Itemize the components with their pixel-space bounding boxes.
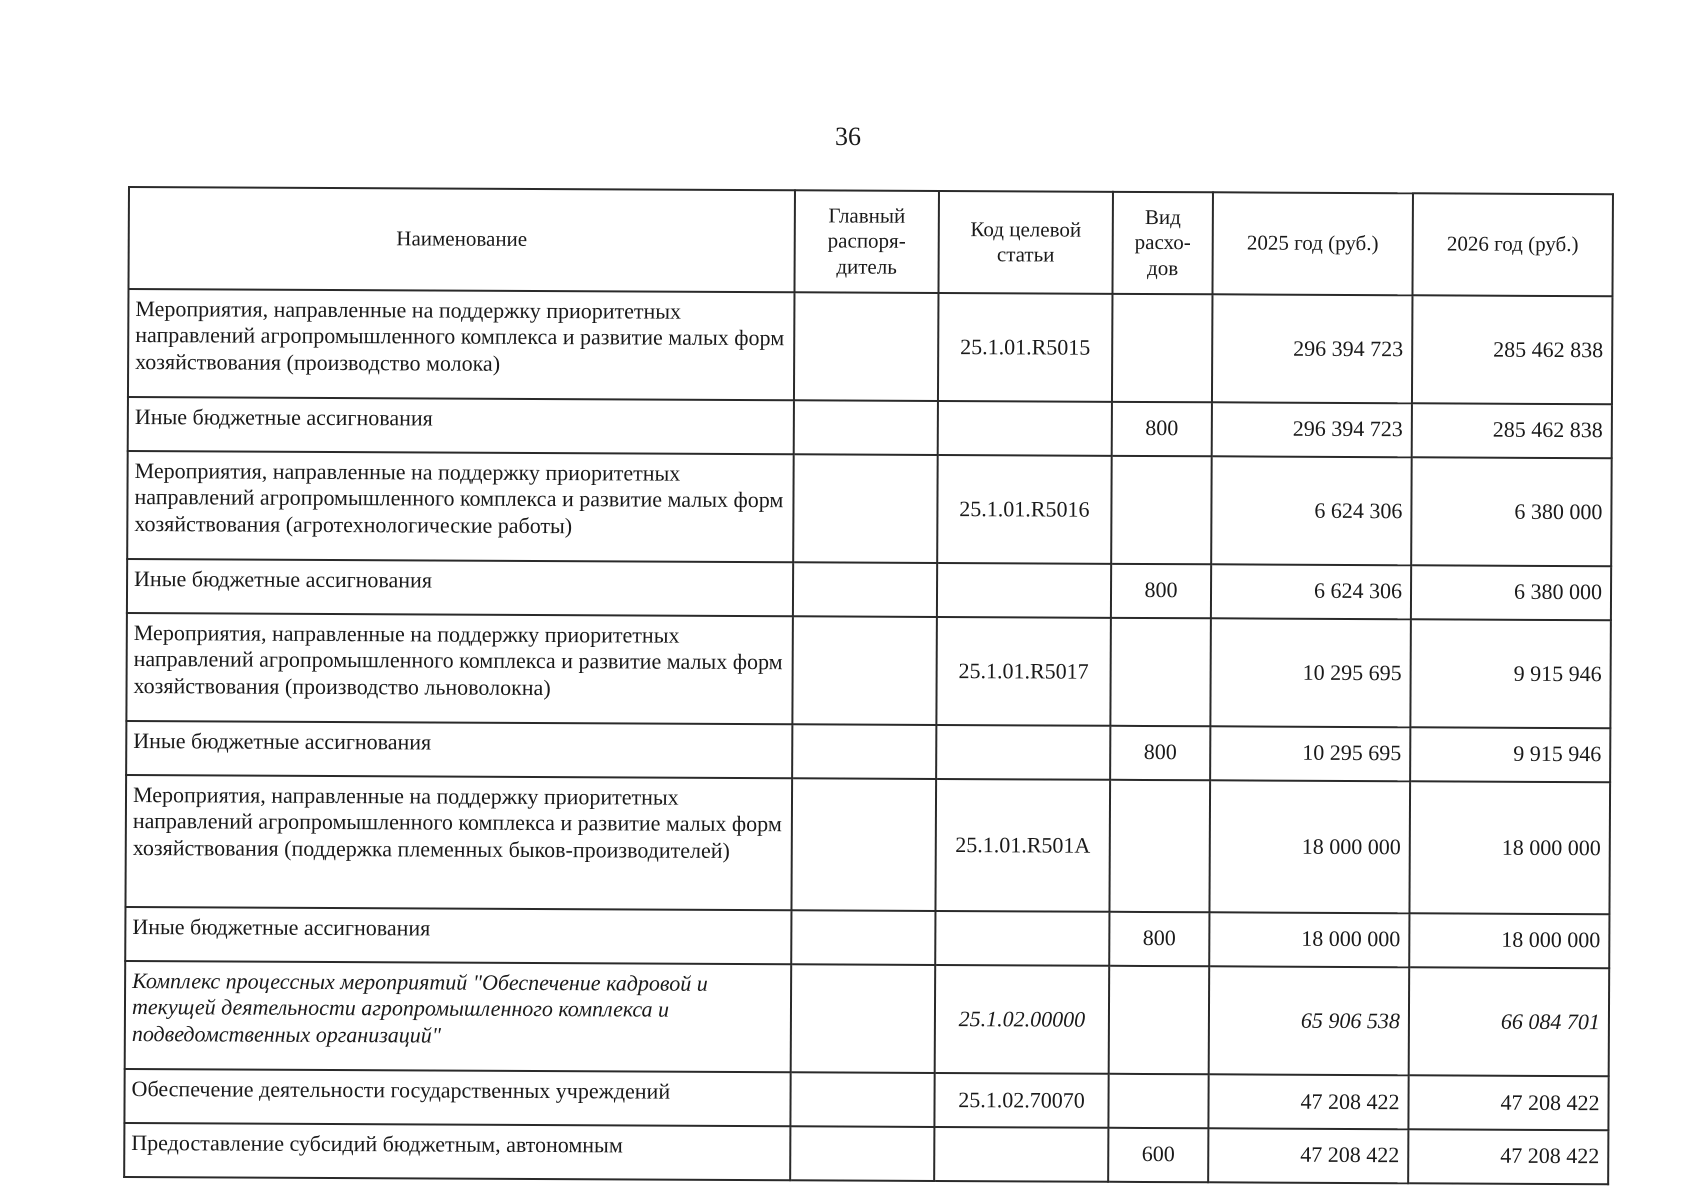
row-target-code: 25.1.01.R501A: [935, 779, 1110, 912]
row-amount-2026: 6 380 000: [1411, 565, 1611, 620]
header-year-2025: 2025 год (руб.): [1212, 192, 1412, 295]
row-name: Иные бюджетные ассигнования: [127, 559, 793, 616]
row-amount-2026: 47 208 422: [1408, 1129, 1608, 1184]
row-expense-type: 600: [1108, 1128, 1208, 1182]
row-name: Мероприятия, направленные на поддержку приоритетных направлений агропромышленного комплекса и развитие малых форм хозяйствования (производство льноволокна): [126, 613, 793, 724]
header-row: [128, 187, 1612, 296]
row-manager: [793, 454, 938, 563]
row-expense-type: 800: [1110, 726, 1210, 780]
row-target-code: [934, 1127, 1108, 1182]
row-manager: [792, 724, 936, 779]
row-expense-type: 800: [1111, 564, 1211, 618]
row-amount-2025: 65 906 538: [1209, 966, 1410, 1075]
row-manager: [794, 400, 938, 455]
row-amount-2026: 18 000 000: [1409, 781, 1610, 914]
row-amount-2025: 18 000 000: [1209, 780, 1410, 913]
page-number: 36: [835, 122, 861, 151]
row-name: Иные бюджетные ассигнования: [126, 721, 792, 778]
row-manager: [793, 562, 937, 617]
header-manager: Главный распоря-дитель: [794, 190, 938, 293]
row-amount-2026: 47 208 422: [1408, 1075, 1608, 1130]
row-target-code: [936, 725, 1110, 780]
row-target-code: 25.1.01.R5016: [937, 455, 1112, 564]
row-manager: [791, 964, 936, 1073]
row-name: Иные бюджетные ассигнования: [125, 907, 791, 964]
table-row: [128, 289, 1613, 404]
row-target-code: 25.1.02.00000: [935, 965, 1110, 1074]
row-amount-2026: 285 462 838: [1412, 295, 1613, 404]
row-target-code: 25.1.02.70070: [934, 1073, 1108, 1128]
row-name: Мероприятия, направленные на поддержку приоритетных направлений агропромышленного комплекса и развитие малых форм хозяйствования (производство молока): [128, 289, 795, 400]
row-amount-2025: 47 208 422: [1208, 1128, 1408, 1183]
table-row: [127, 451, 1612, 566]
row-manager: [791, 778, 936, 911]
row-amount-2026: 285 462 838: [1412, 403, 1612, 458]
header-year-2026: 2026 год (руб.): [1412, 193, 1612, 296]
row-amount-2025: 296 394 723: [1212, 294, 1413, 403]
row-manager: [790, 1126, 934, 1181]
row-amount-2026: 9 915 946: [1410, 727, 1610, 782]
row-amount-2025: 10 295 695: [1210, 618, 1411, 727]
row-name: Комплекс процессных мероприятий "Обеспечение кадровой и текущей деятельности агропромышленного комплекса и подведомственных организаций": [125, 961, 792, 1072]
table-row: [124, 1069, 1608, 1130]
row-amount-2025: 296 394 723: [1212, 402, 1412, 457]
table-row: [125, 907, 1609, 968]
table-row: [126, 613, 1611, 728]
table-row: [125, 961, 1610, 1076]
row-target-code: 25.1.01.R5015: [938, 293, 1113, 402]
row-manager: [790, 1072, 934, 1127]
row-name: Иные бюджетные ассигнования: [128, 397, 794, 454]
row-amount-2025: 47 208 422: [1208, 1074, 1408, 1129]
row-name: Обеспечение деятельности государственных учреждений: [124, 1069, 790, 1126]
row-amount-2025: 10 295 695: [1210, 726, 1410, 781]
row-expense-type: 800: [1112, 402, 1212, 456]
row-expense-type: 800: [1109, 912, 1209, 966]
table-row: [127, 559, 1611, 620]
row-amount-2026: 66 084 701: [1409, 967, 1610, 1076]
row-name: Предоставление субсидий бюджетным, автономным: [124, 1123, 790, 1180]
table-row: [126, 721, 1610, 782]
table-row: [124, 1123, 1608, 1184]
row-expense-type: [1111, 456, 1212, 564]
row-target-code: [935, 911, 1109, 966]
row-amount-2026: 9 915 946: [1410, 619, 1611, 728]
row-expense-type: [1109, 780, 1210, 912]
header-name: Наименование: [128, 187, 794, 292]
row-target-code: [937, 563, 1111, 618]
row-expense-type: [1108, 1074, 1208, 1128]
row-manager: [791, 910, 935, 965]
table-row: [128, 397, 1612, 458]
row-expense-type: [1109, 966, 1210, 1074]
row-expense-type: [1112, 294, 1213, 402]
row-target-code: 25.1.01.R5017: [936, 617, 1111, 726]
row-manager: [794, 292, 939, 401]
table-row: [125, 775, 1610, 914]
row-manager: [792, 616, 937, 725]
row-name: Мероприятия, направленные на поддержку приоритетных направлений агропромышленного комплекса и развитие малых форм хозяйствования (поддержка племенных быков-производителей): [125, 775, 792, 910]
row-amount-2025: 6 624 306: [1211, 564, 1411, 619]
row-amount-2026: 18 000 000: [1409, 913, 1609, 968]
header-target-code: Код целевой статьи: [938, 191, 1112, 294]
row-name: Мероприятия, направленные на поддержку приоритетных направлений агропромышленного комплекса и развитие малых форм хозяйствования (агротехнологические работы): [127, 451, 794, 562]
row-amount-2025: 6 624 306: [1211, 456, 1412, 565]
row-target-code: [938, 401, 1112, 456]
budget-table: [123, 186, 1614, 1185]
row-amount-2026: 6 380 000: [1411, 457, 1612, 566]
row-expense-type: [1110, 618, 1211, 726]
row-amount-2025: 18 000 000: [1209, 912, 1409, 967]
header-expense-type: Вид расхо-дов: [1112, 192, 1212, 294]
